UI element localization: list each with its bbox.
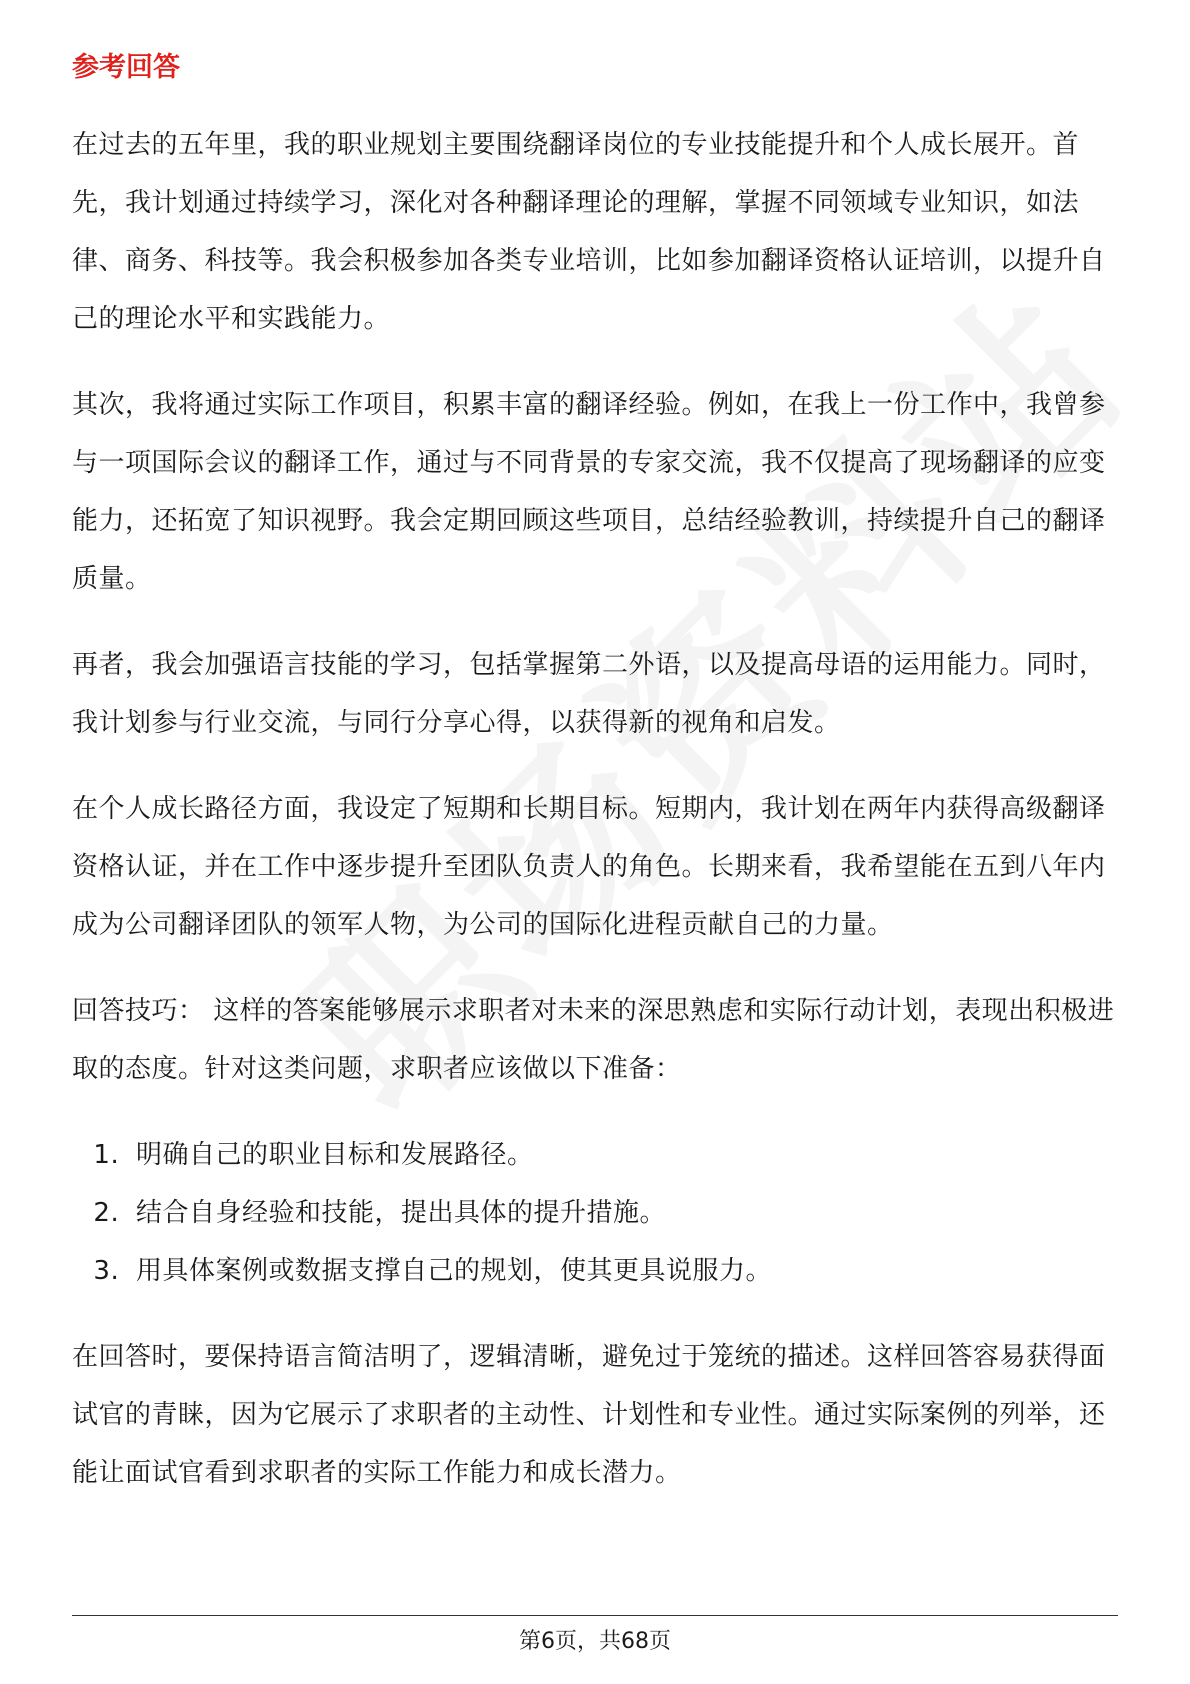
footer-divider <box>72 1615 1118 1616</box>
paragraph-intro: 在过去的五年里，我的职业规划主要围绕翻译岗位的专业技能提升和个人成长展开。首先，我计划通过持续学习，深化对各种翻译理论的理解，掌握不同领域专业知识，如法律、商务、科技等。我会积极参加各类专业培训，比如参加翻译资格认证培训，以提升自己的理论水平和实践能力。 <box>72 130 1106 334</box>
paragraph-answer-tips: 回答技巧： 这样的答案能够展示求职者对未来的深思熟虑和实际行动计划，表现出积极进取的态度。针对这类问题，求职者应该做以下准备： <box>72 996 1115 1084</box>
list-item: 3. 用具体案例或数据支撑自己的规划，使其更具说服力。 <box>128 1242 1128 1300</box>
answer-body <box>72 116 1128 1530</box>
section-title: 参考回答 <box>72 52 180 83</box>
preparation-list <box>72 1126 1128 1300</box>
list-item: 2. 结合自身经验和技能，提出具体的提升措施。 <box>128 1184 1128 1242</box>
list-item: 1. 明确自己的职业目标和发展路径。 <box>128 1126 1128 1184</box>
paragraph-experience: 其次，我将通过实际工作项目，积累丰富的翻译经验。例如，在我上一份工作中，我曾参与一项国际会议的翻译工作，通过与不同背景的专家交流，我不仅提高了现场翻译的应变能力，还拓宽了知识视野。我会定期回顾这些项目，总结经验教训，持续提升自己的翻译质量。 <box>72 390 1106 594</box>
paragraph-closing: 在回答时，要保持语言简洁明了，逻辑清晰，避免过于笼统的描述。这样回答容易获得面试官的青睐，因为它展示了求职者的主动性、计划性和专业性。通过实际案例的列举，还能让面试官看到求职者的实际工作能力和成长潜力。 <box>72 1342 1106 1488</box>
page-number: 第6页，共68页 <box>519 1629 671 1654</box>
paragraph-language-skills: 再者，我会加强语言技能的学习，包括掌握第二外语，以及提高母语的运用能力。同时，我计划参与行业交流，与同行分享心得，以获得新的视角和启发。 <box>72 650 1106 738</box>
paragraph-growth-path: 在个人成长路径方面，我设定了短期和长期目标。短期内，我计划在两年内获得高级翻译资格认证，并在工作中逐步提升至团队负责人的角色。长期来看，我希望能在五到八年内成为公司翻译团队的领军人物，为公司的国际化进程贡献自己的力量。 <box>72 794 1106 940</box>
